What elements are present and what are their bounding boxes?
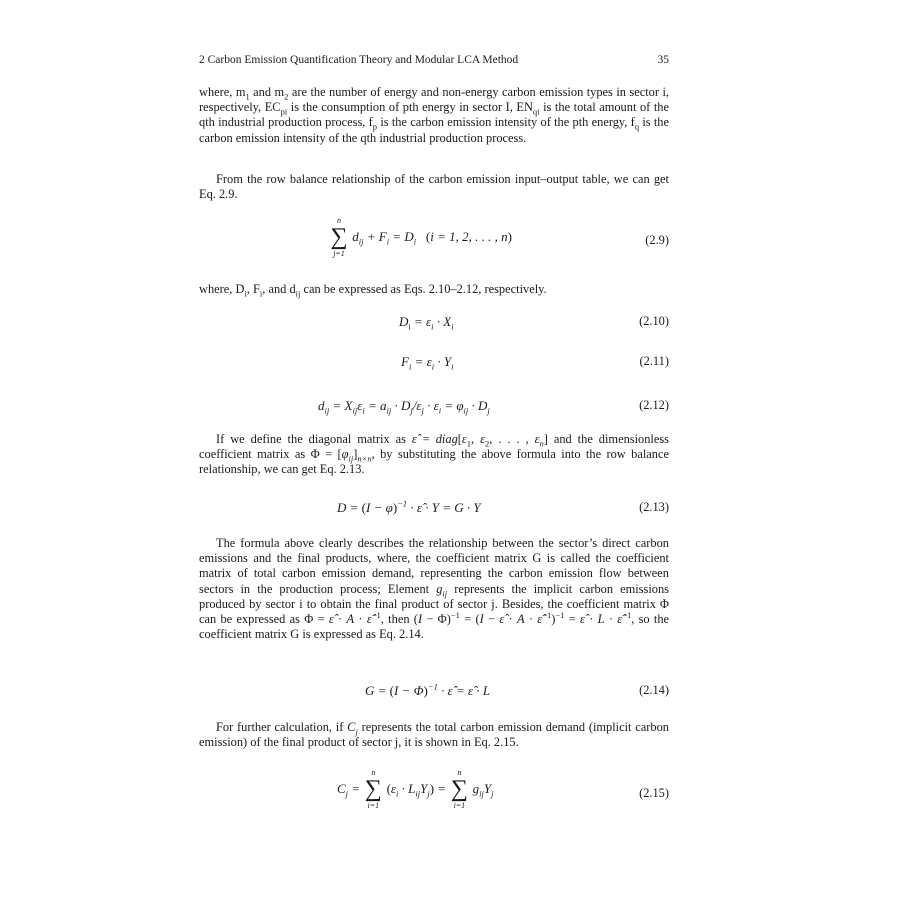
paragraph-diagonal-matrix: If we define the diagonal matrix as ε̂ = $diag[\varepsilon_1$, $\varepsilon_2$, . . . , $\varepsilon_n$] and the dimensionless coefficient matrix as $\Phi = [\varphi_{ij}]_{n\times n}$, by substituting the above formula into the row balance relationship, we can get Eq. 2.13.	[199, 432, 670, 477]
equation-2-15: $C_j$ = n ∑ i=1 $(\varepsilon_i \cdot L_{ij}Y_j)$ = n ∑ i=1 $g_{ij}Y_j$ (2.15)	[337, 768, 669, 810]
equation-number-2-13: (2.13)	[639, 500, 669, 514]
header-chapter-title: 2 Carbon Emission Quantification Theory and Modular LCA Method	[199, 54, 519, 66]
equation-2-11: $F_i = \varepsilon_i \cdot Y_i$ (2.11)	[401, 354, 669, 372]
paragraph-expressions: where, $D_i$, $F_i$, and $d_{ij}$ can be expressed as Eqs. 2.10–2.12, respectively.	[199, 282, 547, 299]
equation-2-10: $D_i = \varepsilon_i \cdot X_i$ (2.10)	[399, 314, 669, 332]
equation-number-2-12: (2.12)	[639, 398, 669, 412]
paragraph-total-demand: For further calculation, if $C_j$ represents the total carbon emission demand (implicit carbon emission) of the final product of sector j, it is shown in Eq. 2.15.	[199, 720, 670, 750]
paragraph-coefficient-matrix: The formula above clearly describes the relationship between the sector’s direct carbon emissions and the final products, where, the coefficient matrix G is called the coefficient matrix of total carbon emission demand, representing the carbon emission flow between sectors in the production process; Element $g_{ij}$ represents the implicit carbon emissions produced by sector i to obtain the final product of sector j. Besides, the coefficient matrix Φ can be expressed as Φ = ε̂ · A · ε̂$^{-1}$, then $(I - \Phi)^{-1} = (I$ − ε̂ · A · ε̂$^{-1}$)$^{-1}$ = ε̂ · L · ε̂$^{-1}$, so the coefficient matrix G is expressed as Eq. 2.14.	[199, 536, 670, 642]
equation-2-13: $D = (I - \varphi)^{-1}$ · ε̂ · Y = G · Y (2.13)	[337, 498, 669, 515]
page	[199, 54, 670, 810]
equation-2-12: $d_{ij} = X_{ij}\varepsilon_i = a_{ij} \cdot D_j/\varepsilon_j \cdot \varepsilon_i = \varphi_{ij} \cdot D_j$ (2.12)	[318, 398, 669, 416]
running-header	[199, 54, 669, 74]
equation-number-2-15: (2.15)	[639, 786, 669, 800]
equation-2-9: n ∑ j=1 $d_{ij} + F_i = D_i$ (i = 1, 2, . . . , n) (2.9)	[330, 216, 669, 258]
paragraph-row-balance: From the row balance relationship of the carbon emission input–output table, we can get Eq. 2.9.	[199, 172, 669, 202]
paragraph-variable-definitions: where, $m_1$ and $m_2$ are the number of energy and non-energy carbon emission types in sector i, respectively, $EC_{pi}$ is the consumption of pth energy in sector I, $EN_{qi}$ is the total amount of the qth industrial production process, $f_p$ is the carbon emission intensity of the pth energy, $f_q$ is the carbon emission intensity of the qth industrial production process.	[199, 85, 670, 145]
page-number: 35	[657, 54, 669, 66]
equation-number-2-9: (2.9)	[645, 233, 669, 247]
equation-number-2-10: (2.10)	[639, 314, 669, 328]
equation-number-2-11: (2.11)	[639, 354, 669, 368]
equation-2-14: $G = (I - \Phi)^{-1}$ · ε̂ = ε̂ · L (2.14)	[365, 681, 669, 698]
equation-number-2-14: (2.14)	[639, 683, 669, 697]
